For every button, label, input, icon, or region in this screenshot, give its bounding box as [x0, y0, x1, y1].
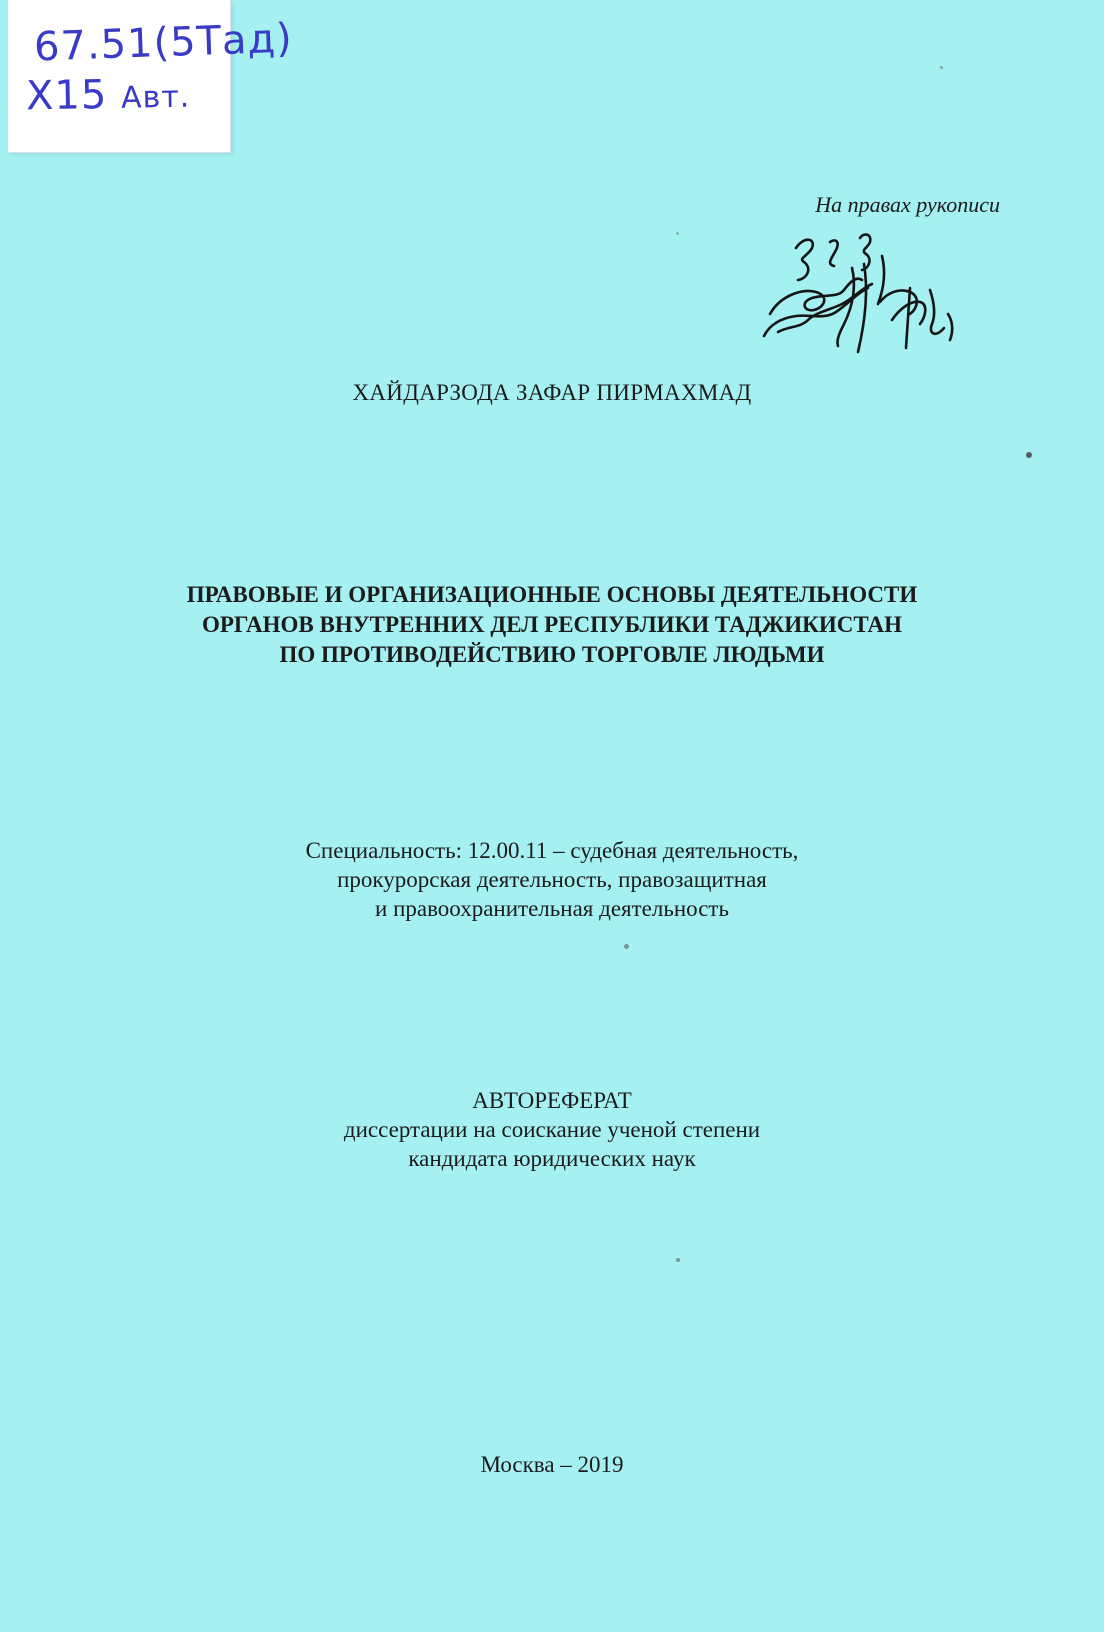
shelf-mark-code-number: Х15: [25, 72, 108, 120]
manuscript-rights-note: На правах рукописи: [815, 192, 1000, 217]
paper-speck: [676, 1258, 680, 1262]
title-line: ОРГАНОВ ВНУТРЕННИХ ДЕЛ РЕСПУБЛИКИ ТАДЖИКИСТАН: [201, 612, 903, 637]
title-line: ПО ПРОТИВОДЕЙСТВИЮ ТОРГОВЛЕ ЛЮДЬМИ: [279, 642, 825, 667]
handwritten-signature: [760, 228, 970, 378]
paper-speck: [676, 232, 679, 235]
specialty-line: и правоохранительная деятельность: [375, 896, 729, 921]
shelf-mark-note: Авт.: [120, 79, 191, 116]
abstract-block: [0, 1086, 1104, 1173]
title-line: ПРАВОВЫЕ И ОРГАНИЗАЦИОННЫЕ ОСНОВЫ ДЕЯТЕЛЬНОСТИ: [186, 582, 918, 607]
paper-speck: [624, 944, 629, 949]
paper-speck: [940, 66, 943, 69]
abstract-line: кандидата юридических наук: [408, 1146, 696, 1171]
abstract-line: диссертации на соискание ученой степени: [343, 1117, 761, 1142]
abstract-heading: АВТОРЕФЕРАТ: [472, 1088, 632, 1113]
paper-speck: [1026, 452, 1032, 458]
shelf-mark-code: [26, 71, 191, 120]
author-name: ХАЙДАРЗОДА ЗАФАР ПИРМАХМАД: [352, 380, 752, 405]
shelf-mark-classification: 67.51(5Тад): [33, 15, 294, 71]
dissertation-title: [0, 580, 1104, 670]
library-shelf-label: [8, 0, 294, 153]
specialty-line: прокурорская деятельность, правозащитная: [337, 867, 767, 892]
specialty-line: Специальность: 12.00.11 – судебная деятельность,: [305, 838, 799, 863]
city-year: Москва – 2019: [480, 1452, 624, 1477]
specialty-block: [0, 836, 1104, 923]
